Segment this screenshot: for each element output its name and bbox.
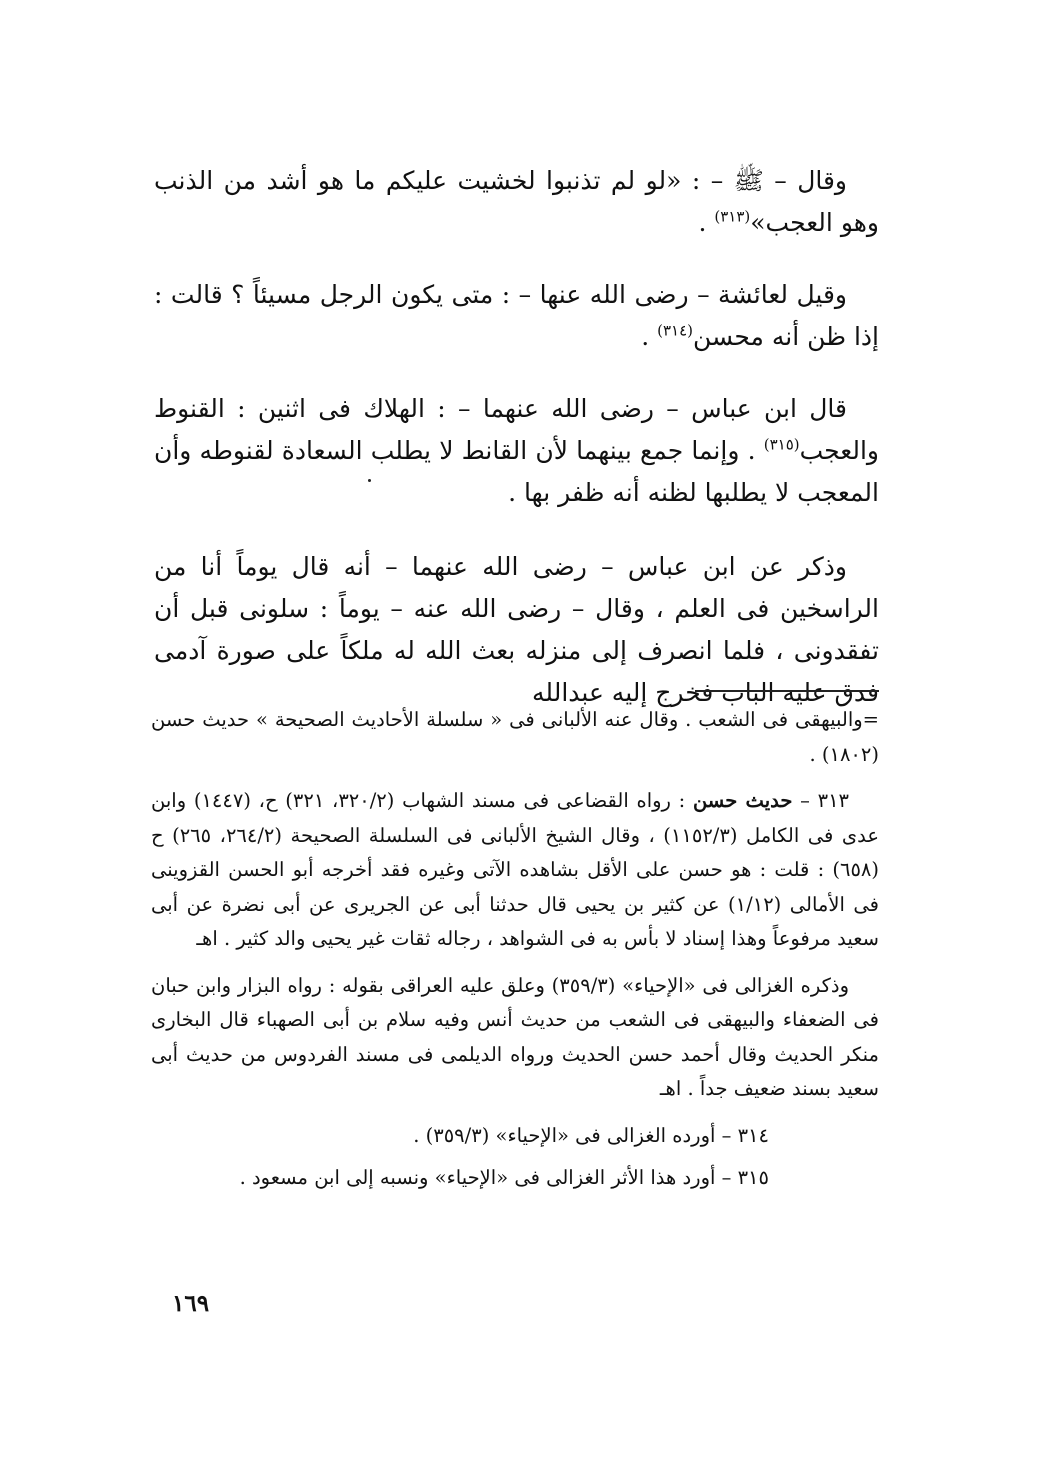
footnote-grade: حديث حسن: [692, 789, 793, 812]
paragraph-text: وقيل لعائشة – رضى الله عنها – : متى يكون الرجل مسيئاً ؟ قالت : إذا ظن أنه محسن: [154, 280, 879, 351]
footnote-separator: [695, 690, 879, 692]
footnote-314: ٣١٤ – أورده الغزالى فى «الإحياء» (٣٥٩/٣) .: [413, 1123, 769, 1147]
paragraph-text: وقال – ﷺ – : «لو لم تذنبوا لخشيت عليكم ما هو أشد من الذنب وهو العجب»: [154, 166, 879, 237]
paragraph-ibn-abbas: [154, 546, 879, 714]
footnote-ref-313: (٣١٣): [714, 207, 751, 226]
paragraph-314: [154, 274, 879, 358]
footnotes: [151, 703, 879, 1204]
footnote-continuation: =والبيهقى فى الشعب . وقال عنه الألبانى فى « سلسلة الأحاديث الصحيحة » حديث حسن (١٨٠٢) .: [151, 708, 879, 766]
footnote-number: ٣١٣ –: [800, 789, 850, 812]
footnote-315: ٣١٥ – أورد هذا الأثر الغزالى فى «الإحياء» ونسبه إلى ابن مسعود .: [239, 1166, 769, 1189]
footnote-text: : رواه القضاعى فى مسند الشهاب (٣٢٠/٢، ٣٢١) ح، (١٤٤٧) وابن عدى فى الكامل (١١٥٢/٣) ، وقال الشيخ الألبانى فى السلسلة الصحيحة (٢٦٤/٢، ٢٦٥) ح (٦٥٨) : قلت : هو حسن على الأقل بشاهده الآتى وغيره فقد أخرجه أبو الحسن القزوينى فى الأمالى (١/١٢) عن كثير بن يحيى قال حدثنا أبى عن الجريرى عن أبى نضرة عن أبى سعيد مرفوعاً وهذا إسناد لا بأس به فى الشواهد ، رجاله ثقات غير يحيى والد كثير . اهـ: [151, 789, 879, 950]
page-number: ١٦٩: [172, 1290, 210, 1317]
paragraph-text: قال ابن عباس – رضى الله عنهما – : الهلاك فى اثنين : القنوط والعجب: [154, 394, 879, 465]
footnote-313: [151, 784, 879, 957]
print-speck: [368, 479, 371, 482]
footnote-ref-315: (٣١٥): [763, 435, 800, 454]
footnote-ghazali-note: وذكره الغزالى فى «الإحياء» (٣٥٩/٣) وعلق عليه العراقى بقوله : رواه البزار وابن حبان فى الضعفاء والبيهقى فى الشعب من حديث أنس وفيه سلام بن أبى الصهباء قال البخارى منكر الحديث وقال أحمد حسن الحديث ورواه الديلمى فى مسند الفردوس من حديث أبى سعيد بسند ضعيف جداً . اهـ: [151, 973, 879, 1100]
paragraph-313: [154, 160, 879, 244]
paragraph-end: .: [641, 322, 658, 351]
paragraph-text: وذكر عن ابن عباس – رضى الله عنهما – أنه قال يوماً أنا من الراسخين فى العلم ، وقال – رضى الله عنه – يوماً : سلونى قبل أن تفقدونى ، فلما انصرف إلى منزله بعث الله له ملكاً على صورة آدمى فدق عليه الباب فخرج إليه عبدالله: [154, 552, 879, 707]
main-text: [154, 160, 879, 744]
paragraph-end: . وإنما جمع بينهما لأن القانط لا يطلب السعادة لقنوطه وأن المعجب لا يطلبها لظنه أنه ظفر بها .: [154, 436, 879, 507]
paragraph-315: [154, 388, 879, 514]
paragraph-end: .: [698, 208, 715, 237]
footnote-ref-314: (٣١٤): [657, 321, 694, 340]
